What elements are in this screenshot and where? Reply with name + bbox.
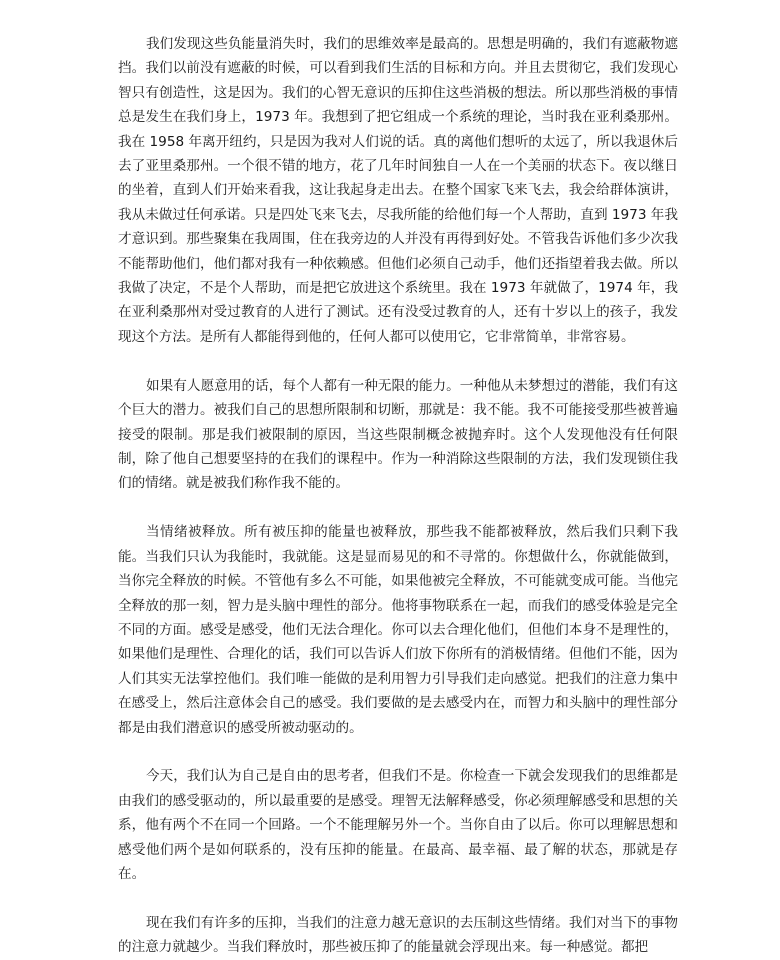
paragraph-5: 现在我们有许多的压抑，当我们的注意力越无意识的去压制这些情绪。我们对当下的事物的注意力就越少。当我们释放时，那些被压抑了的能量就会浮现出来。每一种感觉。都把 <box>118 915 678 956</box>
paragraph-2: 如果有人愿意用的话，每个人都有一种无限的能力。一种他从未梦想过的潜能，我们有这个巨大的潜力。被我们自己的思想所限制和切断，那就是：我不能。我不可能接受那些被普遍接受的限制。那是我们被限制的原因，当这些限制概念被抛弃时。这个人发现他没有任何限制，除了他自己想要坚持的在我们的课程中。作为一种消除这些限制的方法，我们发现锁住我们的情绪。就是被我们称作我不能的。 <box>118 377 678 492</box>
paragraph-1: 我们发现这些负能量消失时，我们的思维效率是最高的。思想是明确的，我们有遮蔽物遮挡。我们以前没有遮蔽的时候，可以看到我们生活的目标和方向。并且去贯彻它，我们发现心智只有创造性，这是因为。我们的心智无意识的压抑住这些消极的想法。所以那些消极的事情总是发生在我们身上，1973 年。我想到了把它组成一个系统的理论，当时我在亚利桑那州。我在 1958 年离开纽约，只是因为我对人们说的话。真的离他们想听的太远了，所以我退休后去了亚里桑那州。一个很不错的地方，花了几年时间独自一人在一个美丽的状态下。夜以继日的坐着，直到人们开始来看我，这让我起身走出去。在整个国家飞来飞去，我会给群体演讲，我从未做过任何承诺。只是四处飞来飞去，尽我所能的给他们每一个人帮助，直到 1973 年我才意识到。那些聚集在我周围，住在我旁边的人并没有再得到好处。不管我告诉他们多少次我不能帮助他们，他们都对我有一种依赖感。但他们必须自己动手，他们还指望着我去做。所以我做了决定，不是个人帮助，而是把它放进这个系统里。我在 1973 年就做了，1974 年，我在亚利桑那州对受过教育的人进行了测试。还有没受过教育的人，还有十岁以上的孩子，我发现这个方法。是所有人都能得到他的，任何人都可以使用它，它非常简单，非常容易。 <box>118 36 678 345</box>
paragraph-4: 今天，我们认为自己是自由的思考者，但我们不是。你检查一下就会发现我们的思维都是由我们的感受驱动的，所以最重要的是感受。理智无法解释感受，你必须理解感受和思想的关系，他有两个不在同一个回路。一个不能理解另外一个。当你自由了以后。你可以理解思想和感受他们两个是如何联系的，没有压抑的能量。在最高、最幸福、最了解的状态，那就是存在。 <box>118 768 678 883</box>
paragraph-3: 当情绪被释放。所有被压抑的能量也被释放，那些我不能都被释放，然后我们只剩下我能。当我们只认为我能时，我就能。这是显而易见的和不寻常的。你想做什么，你就能做到，当你完全释放的时候。不管他有多么不可能，如果他被完全释放，不可能就变成可能。当他完全释放的那一刻，智力是头脑中理性的部分。他将事物联系在一起，而我们的感受体验是完全不同的方面。感受是感受，他们无法合理化。你可以去合理化他们，但他们本身不是理性的，如果他们是理性、合理化的话，我们可以告诉人们放下你所有的消极情绪。但他们不能，因为人们其实无法掌控他们。我们唯一能做的是利用智力引导我们走向感觉。把我们的注意力集中在感受上，然后注意体会自己的感受。我们要做的是去感受内在，而智力和头脑中的理性部分都是由我们潜意识的感受所被动驱动的。 <box>118 524 678 736</box>
document-page <box>118 0 678 956</box>
